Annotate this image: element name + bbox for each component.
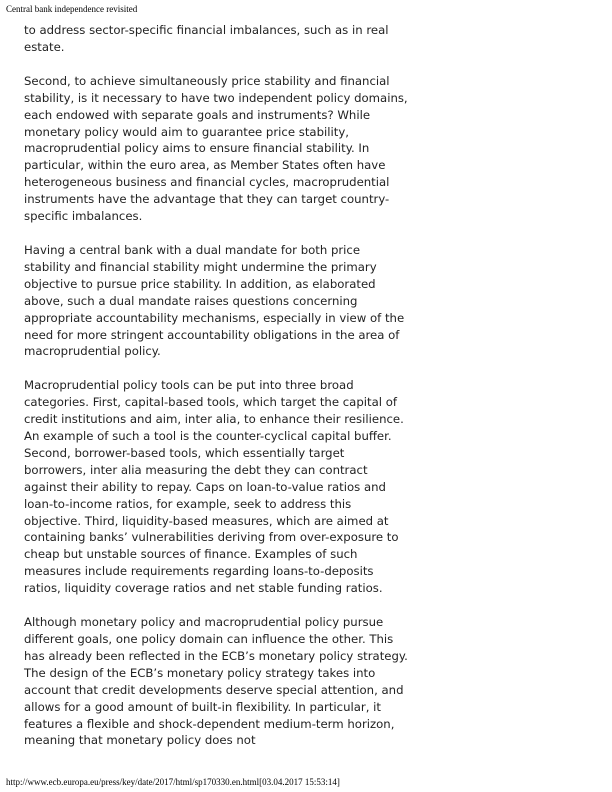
paragraph-policy-interaction: Although monetary policy and macroprudential policy pursue different goals, one policy domain can influence the other. This has already been reflected in the ECB’s monetary policy strategy. The design of the ECB’s monetary policy strategy takes into account that credit developments deserve special attention, and allows for a good amount of built-in flexibility. In particular, it features a flexible and shock-dependent medium-term horizon, meaning that monetary policy does not bbox=[24, 615, 408, 748]
paragraph-dual-mandate: Having a central bank with a dual mandate for both price stability and financial stability might undermine the primary objective to pursue price stability. In addition, as elaborated above, such a dual mandate raises questions concerning appropriate accountability mechanisms, especially in view of the need for more stringent accountability obligations in the area of macroprudential policy. bbox=[24, 242, 405, 359]
print-footer-url: http://www.ecb.europa.eu/press/key/date/2017/html/sp170330.en.html[03.04.2017 15:53:14] bbox=[6, 777, 340, 787]
paragraph-two-policy-domains: Second, to achieve simultaneously price stability and financial stability, is it necessary to have two independent policy domains, each endowed with separate goals and instruments? While monetary policy would aim to guarantee price stability, macroprudential policy aims to ensure financial stability. In particular, within the euro area, as Member States often have heterogeneous business and financial cycles, macroprudential instruments have the advantage that they can target country-specific imbalances. bbox=[24, 73, 408, 224]
paragraph-sector-imbalances: to address sector-specific financial imbalances, such as in real estate. bbox=[24, 23, 389, 54]
article-body bbox=[24, 22, 408, 766]
paragraph-macroprudential-tools: Macroprudential policy tools can be put into three broad categories. First, capital-based tools, which target the capital of credit institutions and aim, inter alia, to enhance their resilience. An example of such a tool is the counter-cyclical capital buffer. Second, borrower-based tools, which essentially target borrowers, inter alia measuring the debt they can contract against their ability to repay. Caps on loan-to-value ratios and loan-to-income ratios, for example, seek to address this objective. Third, liquidity-based measures, which are aimed at containing banks’ vulnerabilities deriving from over-exposure to cheap but unstable sources of finance. Examples of such measures include requirements regarding loans-to-deposits ratios, liquidity coverage ratios and net stable funding ratios. bbox=[24, 378, 404, 596]
print-header-title: Central bank independence revisited bbox=[6, 4, 138, 14]
